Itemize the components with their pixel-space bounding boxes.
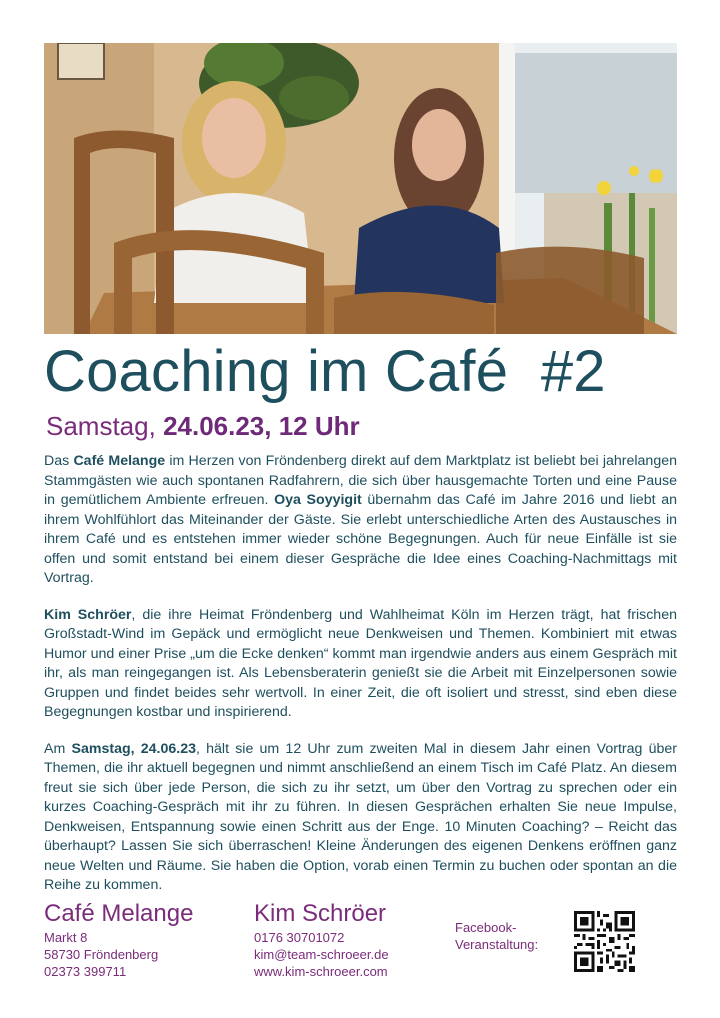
paragraph-cafe [44, 452, 677, 589]
event-date-prefix: Samstag, [46, 411, 164, 441]
coach-contact-name: Kim Schröer [254, 900, 387, 927]
text-segment: im Herzen von Fröndenberg direkt auf dem Marktplatz ist beliebt bei jahrelangen Stammgästen wie auch spontanen Radfahrern, die sich über hausgemachte Torten und eine Pause in gemütlichem Ambiente erfreuen. [44, 453, 677, 508]
coach-contact [254, 899, 389, 980]
facebook-label [455, 919, 538, 953]
facebook-label-line2: Veranstaltung: [455, 937, 539, 952]
event-date [46, 409, 360, 443]
text-segment: Am [44, 740, 72, 757]
coach-name-highlight: Kim Schröer [44, 606, 132, 623]
text-segment: übernahm das Café im Jahre 2016 und liebt an ihrem Wohlfühlort das Miteinander der Gäste. Sie erlebt unterschiedliche Arten des Austausches in ihrem Café und es entstehen immer wieder schöne Begegnungen. Auch für neue Einfälle ist sie offen und somit entstand bei einem dieser Gespräche die Idee eines Coaching-Nachmittags mit Vortrag. [44, 492, 677, 586]
cafe-phone: 02373 399711 [44, 964, 127, 979]
event-date-time: 24.06.23, 12 Uhr [163, 411, 360, 441]
owner-name-highlight: Oya Soyyigit [274, 492, 362, 508]
qr-code-icon[interactable] [574, 911, 635, 972]
facebook-label-line1: Facebook- [455, 920, 517, 935]
cafe-contact [44, 899, 193, 980]
coach-phone: 0176 30701072 [254, 930, 345, 945]
paragraph-event [44, 740, 677, 896]
header-photo [44, 43, 677, 334]
event-date-highlight: Samstag, 24.06.23 [71, 740, 196, 757]
page-title: Coaching im Café #2 [44, 339, 606, 404]
coach-website-link[interactable]: www.kim-schroeer.com [254, 964, 388, 979]
cafe-name-highlight: Café Melange [73, 453, 166, 469]
text-segment: , die ihre Heimat Fröndenberg und Wahlheimat Köln im Herzen trägt, hat frischen Großstadt-Wind im Gepäck und ermöglicht neue Denkweisen und Themen. Kombiniert mit etwas Humor und einer Prise „um die Ecke denken“ kommt man irgendwie anders aus einem Gespräch mit ihr, als man reingegangen ist. Als Lebensberaterin genießt sie die Arbeit mit Einzelpersonen sowie Gruppen und findet beides sehr wertvoll. In einer Zeit, die oft isoliert und stresst, sind eben diese Begegnungen kostbar und inspirierend. [44, 606, 677, 720]
qr-code-graphic [574, 911, 635, 972]
text-segment: Das [44, 453, 74, 469]
cafe-street: Markt 8 [44, 930, 88, 945]
article-body [44, 452, 677, 913]
cafe-city: 58730 Fröndenberg [44, 947, 159, 962]
cafe-photo-illustration [44, 43, 677, 334]
text-segment: , hält sie um 12 Uhr zum zweiten Mal in diesem Jahr einen Vortrag über Themen, die ihr aktuell begegnen und nimmt anschließend an einem Tisch im Café Platz. An diesem freut sie sich über jede Person, die sich zu ihr setzt, um über den Vortrag zu sprechen oder ein kurzes Coaching-Gespräch mit ihr zu führen. In diesen Gesprächen erhalten Sie neue Impulse, Denkweisen, Entspannung sowie einen Schritt aus der Enge. 10 Minuten Coaching? – Reicht das überhaupt? Lassen Sie sich überraschen! Kleine Änderungen des eigenen Denkens eröffnen ganz neue Welten und Räume. Sie haben die Option, vorab einen Termin zu buchen oder spontan an die Reihe zu kommen. [44, 740, 678, 893]
paragraph-coach [44, 606, 677, 723]
coach-email-link[interactable]: kim@team-schroeer.de [254, 947, 389, 962]
cafe-contact-name: Café Melange [44, 900, 194, 927]
